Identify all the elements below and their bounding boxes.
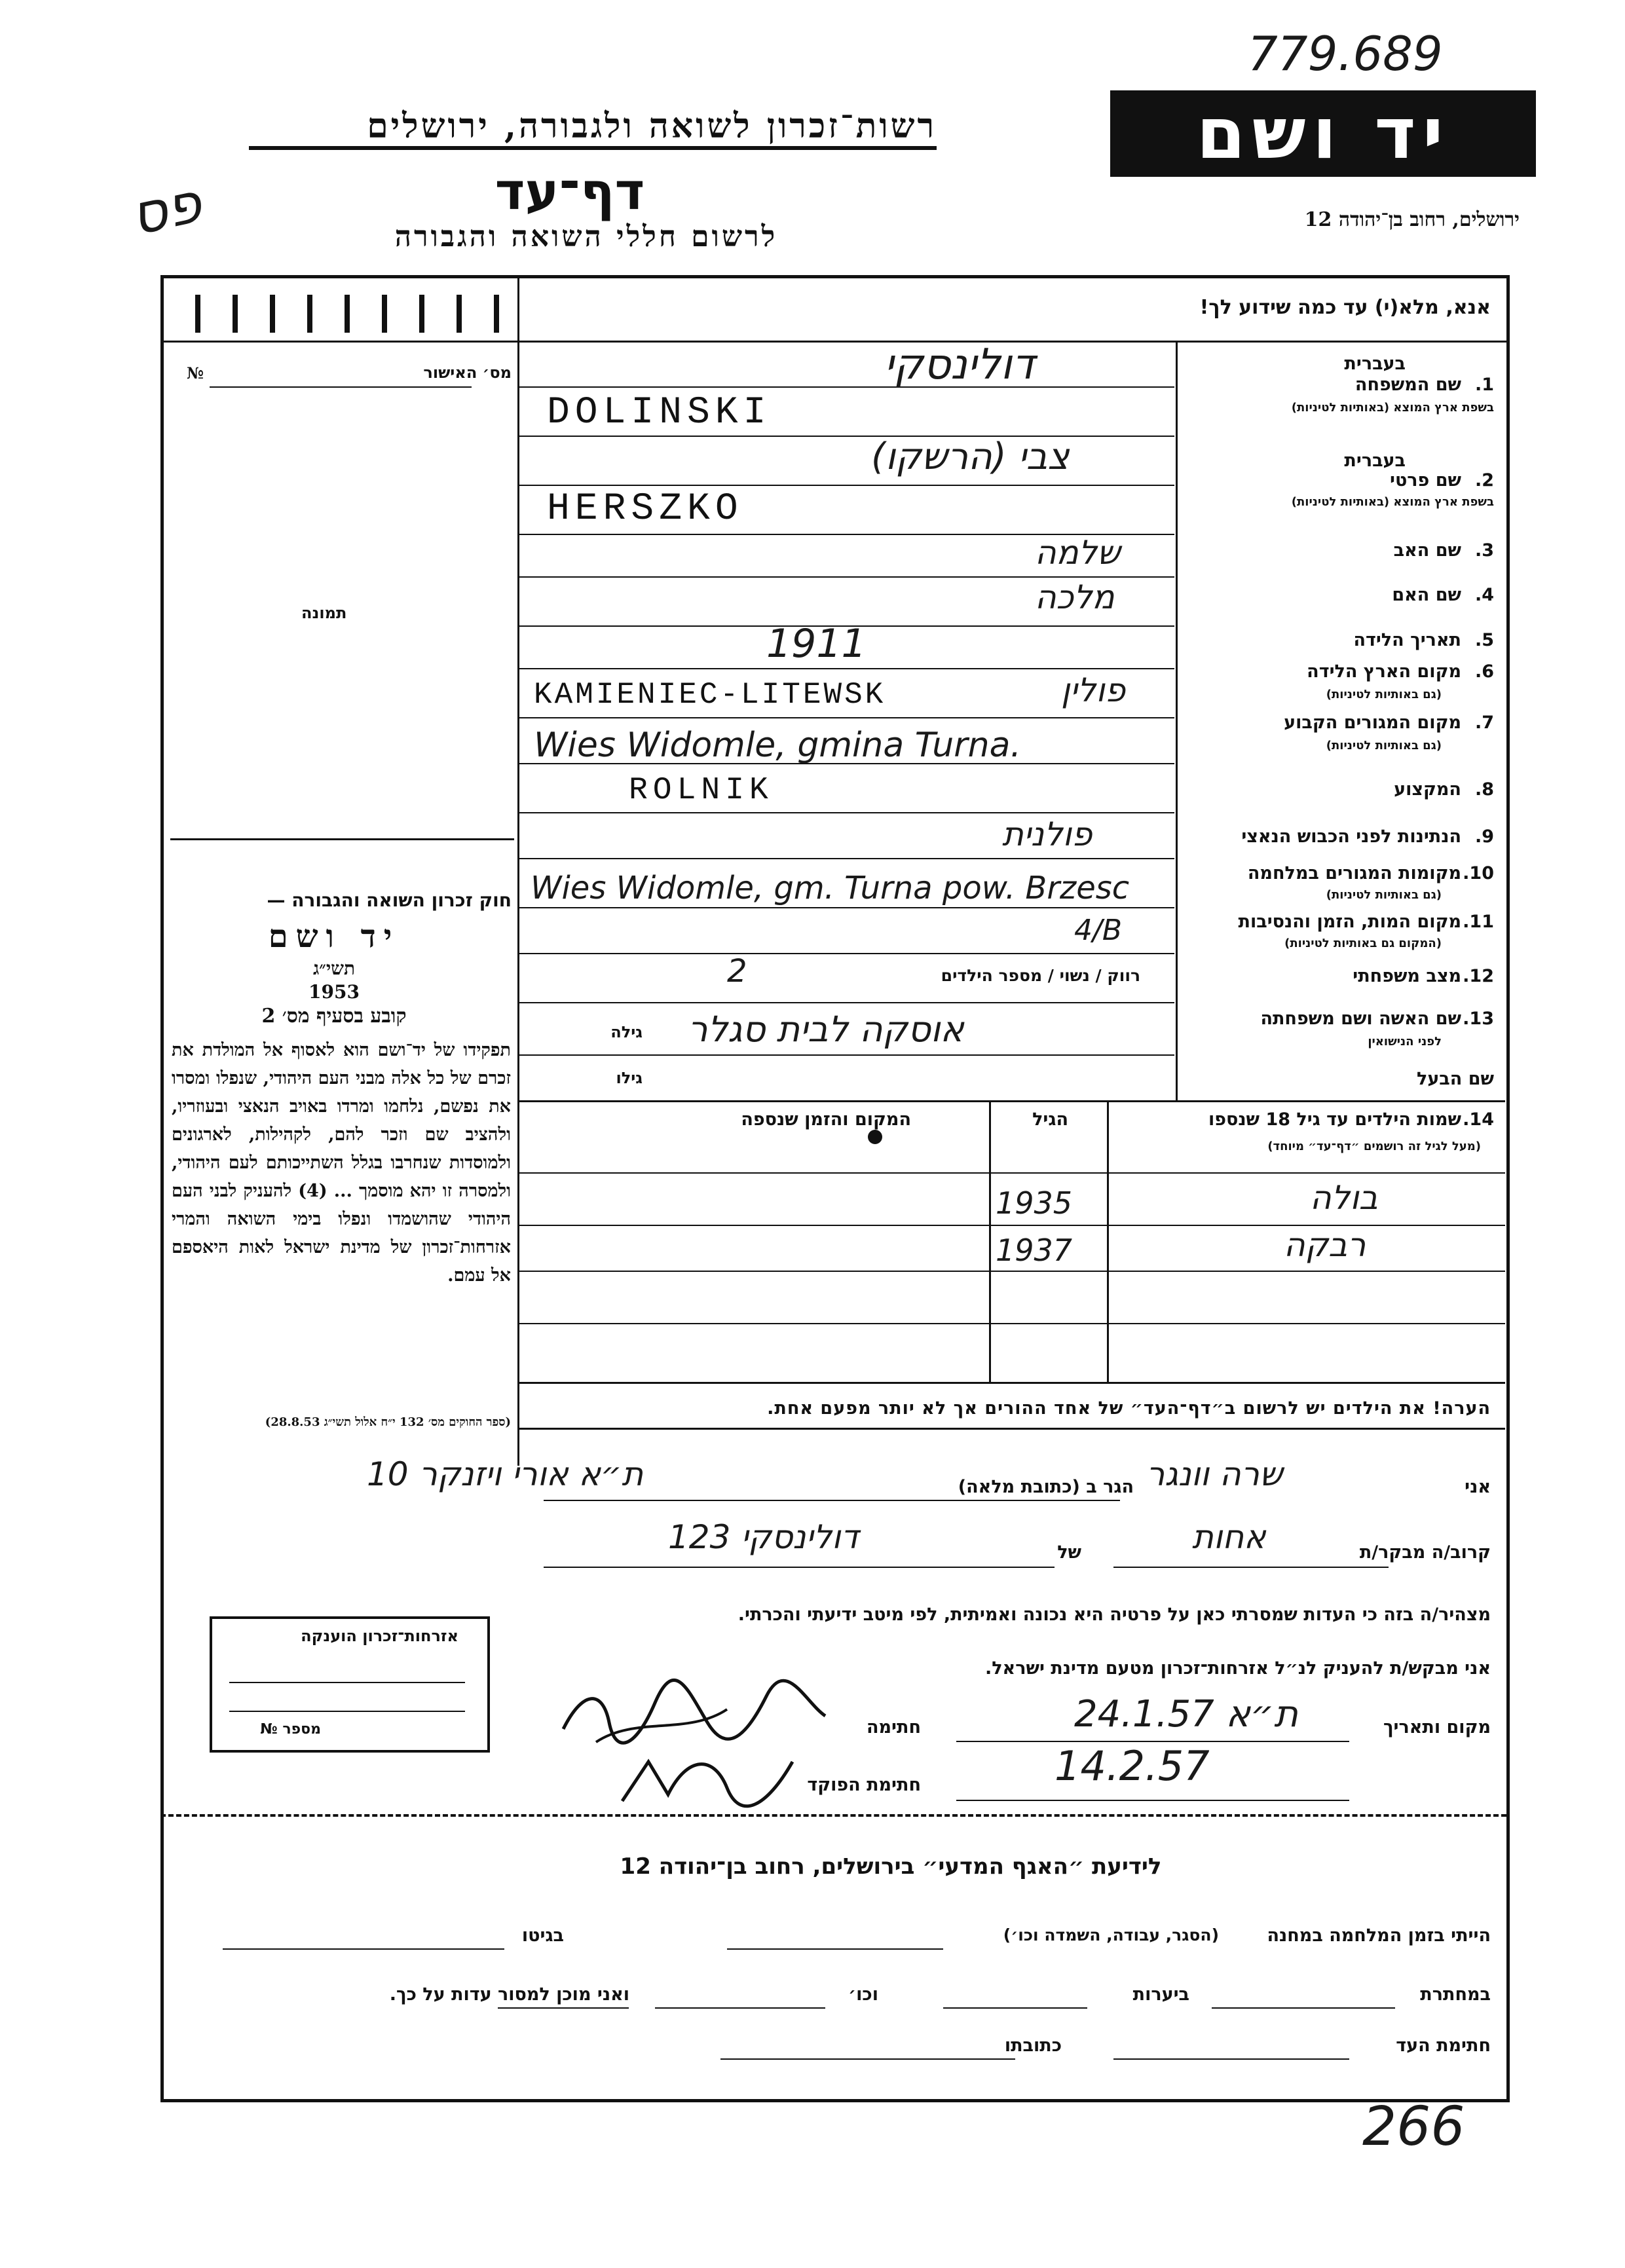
citizenship-line [229,1682,465,1683]
official-signature [609,1742,806,1814]
form-title: דף־עד [495,162,645,221]
field-13-age-label: גילה [610,1023,643,1041]
field-7-label: מקום המגורים הקבוע [1284,713,1461,733]
footer-blank [223,1948,504,1950]
field-9-number: 9. [1474,827,1494,847]
footer-blank [720,2058,1015,2060]
label-column-divider [1176,341,1178,1100]
of-line [544,1567,1055,1568]
row-line [519,1002,1174,1003]
law-year-he: תשי״ג [312,957,356,979]
place-date-label: מקום ותאריך [1383,1717,1491,1738]
child-1-age: 1935 [996,1185,1073,1221]
tick-mark [345,295,350,333]
logo [1110,90,1536,177]
page-number: 266 [1362,2096,1465,2158]
children-label: שמות הילדים עד גיל 18 שנספו [1208,1109,1461,1130]
approval-label: מס׳ האישור [423,363,512,382]
footer-title: לידיעת ״האגף המדעי״ בירושלים, רחוב בן־יהודה 12 [620,1853,1162,1880]
law-year: 1953 [308,981,360,1003]
declarant-address: ת״א אורי ויזנקר 10 [367,1455,644,1493]
top-ticks [160,0,167,7]
row-line [519,576,1174,578]
field-13-label: שם האשה ושם משפחתה [1260,1009,1461,1029]
husband-age-label: גילו [616,1069,643,1087]
field-11-value: 4/B [1074,914,1123,947]
row-line [519,485,1174,486]
tick-mark [419,295,424,333]
official-signature-scribble [609,1742,806,1814]
footer-line2-d: ואני מוכן למסור עדות על כך. [389,1984,629,2005]
photo-label: תמונה [301,604,347,622]
footer-blank [655,2007,825,2009]
child-2-age: 1937 [996,1233,1073,1268]
signature-label: חתימה [866,1717,921,1738]
field-13-value: אוסקה לבית סגלר [688,1009,964,1050]
tick-mark [494,295,499,333]
footer-line3-a: חתימת העד [1396,2036,1491,2056]
relation-label: קרוב/ה מבקר/ת [1359,1542,1491,1563]
field-1-lang: בעברית [1344,354,1406,374]
child-1-name: בולה [1310,1179,1378,1217]
declarant-ani: אני [1465,1477,1491,1497]
bullet [868,1130,882,1144]
field-5-value: 1911 [766,621,867,667]
tick-mark [382,295,387,333]
citizenship-title: אזרחות־זכרון הוענקה [301,1627,458,1645]
footer-line2-a: במחתרת [1420,1984,1491,2005]
children-top [519,1100,1505,1102]
field-1-number: 1. [1474,375,1494,395]
row-line [519,953,1174,954]
field-2-hebrew-value: צבי (הרשקו) [871,436,1070,478]
field-10-value: Wies Widomle, gm. Turna pow. Brzesc [531,870,1130,906]
children-number: 14. [1463,1109,1494,1130]
relation-line [1113,1567,1389,1568]
field-1-latin-value: DOLINSKI [547,392,772,434]
field-6-value-he: פולין [1061,671,1126,709]
approval-line [210,386,472,388]
field-12-value: 2 [727,953,747,990]
law-heading: חוק זכרון השואה והגבורה — [267,889,512,911]
authority-name: רשות־זכרון לשואה ולגבורה, ירושלים [249,106,937,150]
tick-mark [233,295,238,333]
children-col-place: המקום והזמן שנספה [741,1109,911,1130]
field-7-sub: (גם באותיות לטיניות) [1326,739,1442,753]
children-row-line [519,1271,1505,1272]
field-10-label: מקומות המגורים במלחמה [1247,863,1461,883]
field-8-label: המקצוע [1394,779,1461,800]
children-header-line [519,1172,1505,1174]
field-2-label: שם פרטי [1390,470,1461,491]
law-clause: קובע בסעיף מס׳ 2 [261,1005,407,1028]
citizenship-number-label: מספר № [260,1721,321,1738]
field-13-sub: לפני הנישואין [1368,1035,1442,1049]
field-12-label: מצב משפחתי [1353,966,1461,986]
note: הערה! את הילדים יש לרשום ב״דף־העד״ של אחד ההורים אך לא יותר מפעם אחת. [767,1398,1491,1419]
law-text: תפקידו של יד־ושם הוא לאסוף אל המולדת את זכרם של כל אלה מבני העם היהודי, שנפלו ומסרו את נפשם, נלחמו ומרדו באויב הנאצי ובעוזריו, ולהציב שם וזכר להם, לקהילות, לארגונים ולמוסדות שנחרבו בגלל השתייכותם לעם היהודי, ולמסרה זו יהא מוסמך ... (4) להעניק לבני העם היהודי שהושמדו ונפלו בימי השואה והמרי אזרחות־זכרון של מדינת ישראל לאות היאספם אל עמם. [172,1040,511,1286]
field-2-number: 2. [1474,470,1494,491]
photo-bottom [170,838,514,840]
relation-value: אחות [1192,1518,1266,1556]
field-1-label: שם המשפחה [1354,375,1461,395]
official-date-line [956,1800,1349,1801]
field-4-value: מלכה [1035,578,1115,616]
field-2-sub: בשפת ארץ המוצא (באותיות לטיניות) [1291,495,1494,509]
footer-line1-a: הייתי בזמן המלחמה במחנה [1267,1925,1491,1946]
footer-line3-b: כתובתו [1004,2036,1062,2056]
children-sub: (מעל לגיל זה רושמים ״דף־עד״ מיוחד) [1267,1140,1481,1153]
field-3-value: שלמה [1035,534,1121,572]
row-line [519,1054,1174,1056]
field-11-number: 11. [1463,912,1494,932]
field-6-number: 6. [1474,661,1494,682]
approval-no: № [187,363,204,382]
field-6-value: KAMIENIEC-LITEWSK [534,678,886,712]
address: ירושלים, רחוב בן־יהודה 12 [1304,208,1520,231]
field-13-number: 13. [1463,1009,1494,1029]
child-2-name: רבקה [1284,1226,1366,1264]
logo-text: יד ושם [1196,92,1450,175]
footer-line2-b: ביערות [1132,1984,1189,2005]
note-bottom [519,1428,1505,1430]
field-7-value: Wies Widomle, gmina Turna. [534,726,1021,765]
field-3-number: 3. [1474,540,1494,561]
children-col-1 [989,1100,991,1382]
field-5-number: 5. [1474,630,1494,650]
field-1-sub: בשפת ארץ המוצא (באותיות לטיניות) [1291,401,1494,415]
row-line [519,907,1174,908]
of-value: דולינסקי 123 [668,1518,859,1556]
divider [160,341,1506,343]
footer-blank [943,2007,1087,2009]
row-line [519,668,1174,669]
law-footnote: (ספר החוקים מס׳ 132 י״ח אלול תשי״ג 28.8.53) [265,1415,511,1429]
children-col-age: הגיל [1032,1109,1068,1130]
field-2-lang: בעברית [1344,451,1406,471]
field-11-sub: (המקום גם באותיות לטיניות) [1284,937,1442,950]
field-3-label: שם האב [1393,540,1461,561]
field-8-number: 8. [1474,779,1494,800]
place-date: ת״א 24.1.57 [1074,1693,1298,1736]
tick-mark [457,295,462,333]
footer-blank [1113,2058,1349,2060]
tick-mark [270,295,275,333]
declarant-name: שרה וונגר [1146,1455,1283,1493]
instruction: אנא, מלא(י) עד כמה שידוע לך! [1199,296,1491,319]
field-12-value-label: רווק / נשוי / מספר הילדים [941,966,1140,985]
field-10-number: 10. [1463,863,1494,883]
row-line [519,858,1174,859]
field-4-number: 4. [1474,585,1494,605]
footer-line1-c: בגיטו [521,1925,564,1946]
official-signature-label: חתימת הפוקד [807,1775,921,1795]
field-9-value: פולנית [1002,815,1093,853]
children-col-2 [1107,1100,1109,1382]
footer-divider [160,1814,1506,1817]
field-6-sub: (גם באותיות לטיניות) [1326,688,1442,701]
left-column-divider [517,275,519,1466]
tick-mark [195,295,200,333]
field-5-label: תאריך הלידה [1353,630,1461,650]
children-row-line [519,1323,1505,1324]
form-subtitle: לרשום חללי השואה והגבורה [394,220,778,253]
request: אני מבקש/ת להעניק לנ״ל אזרחות־זכרון מטעם מדינת ישראל. [984,1658,1491,1679]
row-line [519,436,1174,437]
field-10-sub: (גם באותיות לטיניות) [1326,888,1442,902]
footer-line2-c: וכו׳ [848,1984,878,2005]
citizenship-line [229,1711,465,1712]
field-9-label: הנתינות לפני הכבוש הנאצי [1241,827,1461,847]
archive-number: 779.689 [1248,26,1443,81]
margin-note: פס [124,170,207,248]
husband-label: שם הבעל [1416,1069,1494,1089]
field-4-label: שם האם [1392,585,1461,605]
declaration: מצהיר/ה בזה כי העדות שמסרתי כאן על פרטיה היא נכונה ואמיתית, לפי מיטב ידיעתי והכרתי. [738,1605,1491,1625]
field-11-label: מקום המות, הזמן והנסיבות [1238,912,1461,932]
footer-line1-b: (הסגר, עבודה, השמדה וכו׳) [1003,1925,1219,1944]
footer-blank [498,2007,629,2009]
law-name: יד ושם [268,918,400,955]
tick-mark [307,295,312,333]
field-7-number: 7. [1474,713,1494,733]
address-line [544,1500,1120,1501]
field-12-number: 12. [1463,966,1494,986]
footer-blank [727,1948,943,1950]
footer-blank [1212,2007,1395,2009]
row-line [519,812,1174,813]
of-label: של [1057,1542,1081,1563]
field-1-hebrew-value: דולינסקי [884,341,1035,389]
field-6-label: מקום הארץ הלידה [1307,661,1461,682]
field-2-latin-value: HERSZKO [547,488,743,530]
row-line [519,386,1174,388]
row-line [519,717,1174,718]
resident-label: הגר ב (כתובת מלאה) [958,1477,1134,1497]
official-date: 14.2.57 [1055,1742,1210,1790]
field-8-value: ROLNIK [629,773,774,808]
children-bottom [519,1382,1505,1384]
